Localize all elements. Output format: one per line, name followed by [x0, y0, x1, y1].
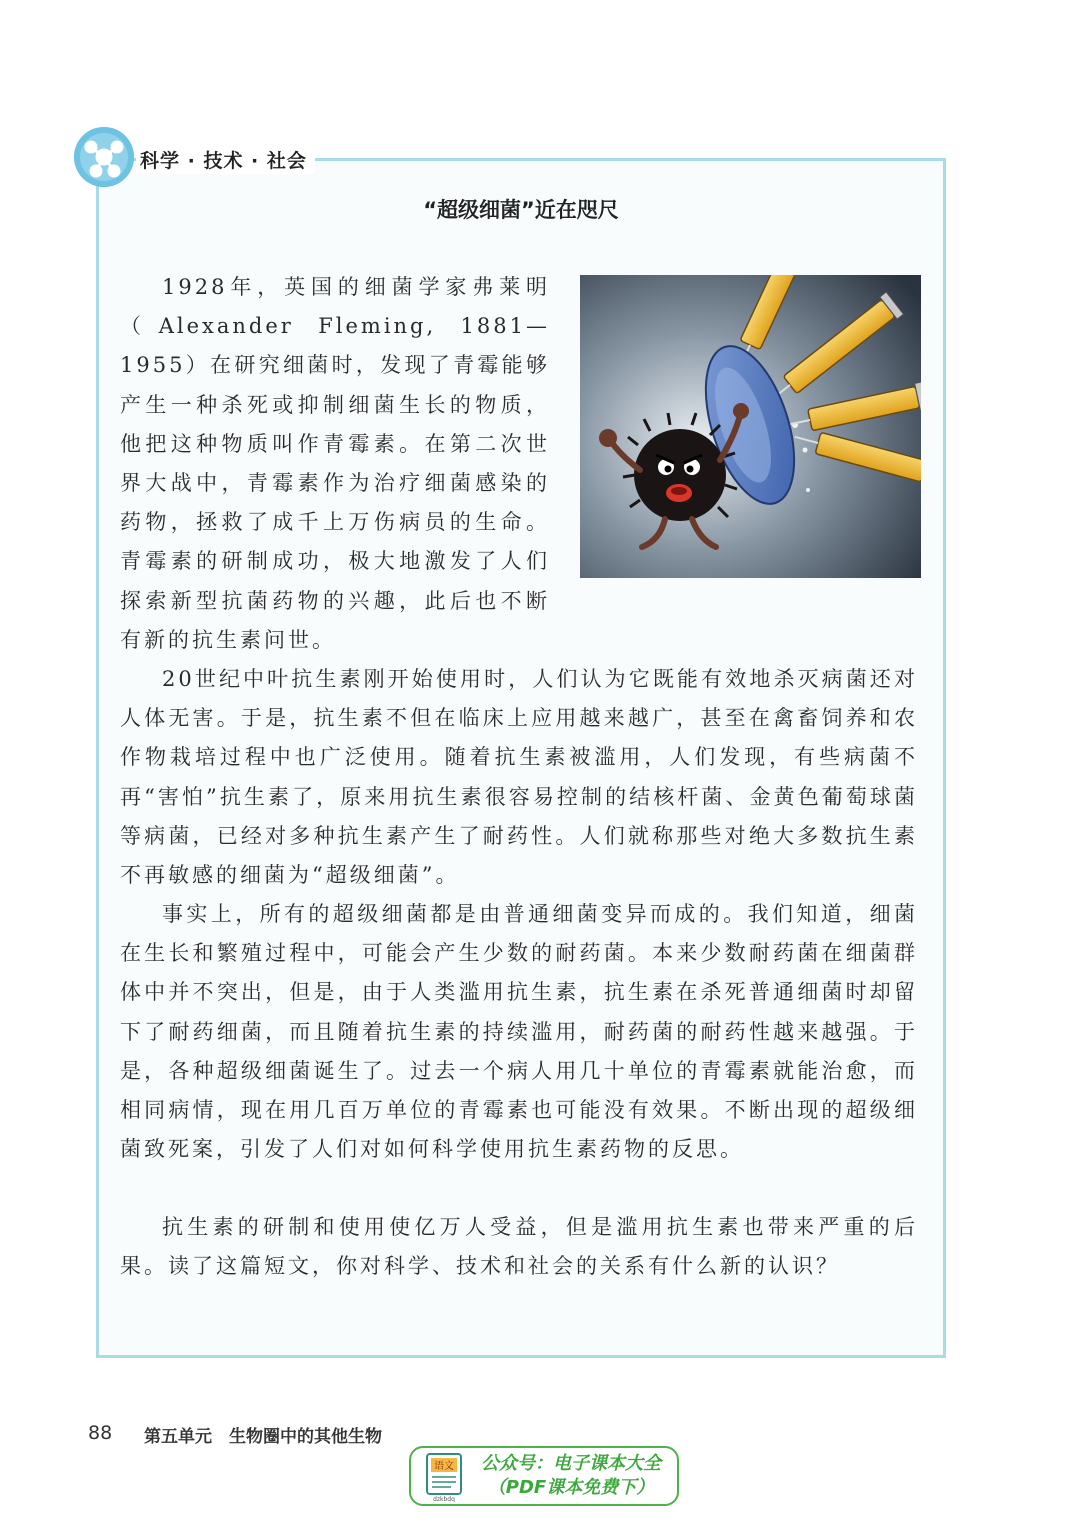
chapter-title: 第五单元 生物圈中的其他生物 [144, 1427, 382, 1447]
watermark-icon-text: 语文 [434, 1461, 454, 1472]
watermark-line-1: 公众号：电子课本大全 [481, 1453, 661, 1474]
bacterium-illustration [580, 275, 921, 578]
section-header [136, 144, 315, 174]
watermark-badge [409, 1446, 679, 1506]
paragraph-3: 事实上，所有的超级细菌都是由普通细菌变异而成的。我们知道，细菌在生长和繁殖过程中，可能会产生少数的耐药菌。本来少数耐药菌在细菌群体中并不突出，但是，由于人类滥用抗生素，抗生素在杀死普通细菌时却留下了耐药细菌，而且随着抗生素的持续滥用，耐药菌的耐药性越来越强。于是，各种超级细菌诞生了。过去一个病人用几十单位的青霉素就能治愈，而相同病情，现在用几百万单位的青霉素也可能没有效果。不断出现的超级细菌致死案，引发了人们对如何科学使用抗生素药物的反思。 [120, 902, 918, 1162]
paragraph-2: 20世纪中叶抗生素刚开始使用时，人们认为它既能有效地杀灭病菌还对人体无害。于是，抗生素不但在临床上应用越来越广，甚至在禽畜饲养和农作物栽培过程中也广泛使用。随着抗生素被滥用，人们发现，有些病菌不再“害怕”抗生素了，原来用抗生素很容易控制的结核杆菌、金黄色葡萄球菌等病菌，已经对多种抗生素产生了耐药性。人们就称那些对绝大多数抗生素不再敏感的细菌为“超级细菌”。 [120, 667, 918, 888]
paragraph-1: 1928年，英国的细菌学家弗莱明（Alexander Fleming, 1881—1955）在研究细菌时，发现了青霉能够产生一种杀死或抑制细菌生长的物质，他把这种物质叫作青霉素。在第二次世界大战中，青霉素作为治疗细菌感染的药物，拯救了成千上万伤病员的生命。青霉素的研制成功，极大地激发了人们探索新型抗菌药物的兴趣，此后也不断有新的抗生素问世。 [120, 275, 550, 652]
paragraph-4: 抗生素的研制和使用使亿万人受益，但是滥用抗生素也带来严重的后果。读了这篇短文，你对科学、技术和社会的关系有什么新的认识？ [120, 1215, 918, 1279]
article-title: “超级细菌”近在咫尺 [423, 198, 619, 222]
molecule-icon [74, 127, 134, 187]
section-label: 科学 · 技术 · 社会 [140, 149, 307, 172]
page-number: 88 [88, 1422, 113, 1444]
textbook-icon [423, 1450, 465, 1502]
watermark-line-2: （PDF课本免费下） [487, 1477, 655, 1498]
watermark-icon-caption: dzkbdq [433, 1496, 455, 1502]
